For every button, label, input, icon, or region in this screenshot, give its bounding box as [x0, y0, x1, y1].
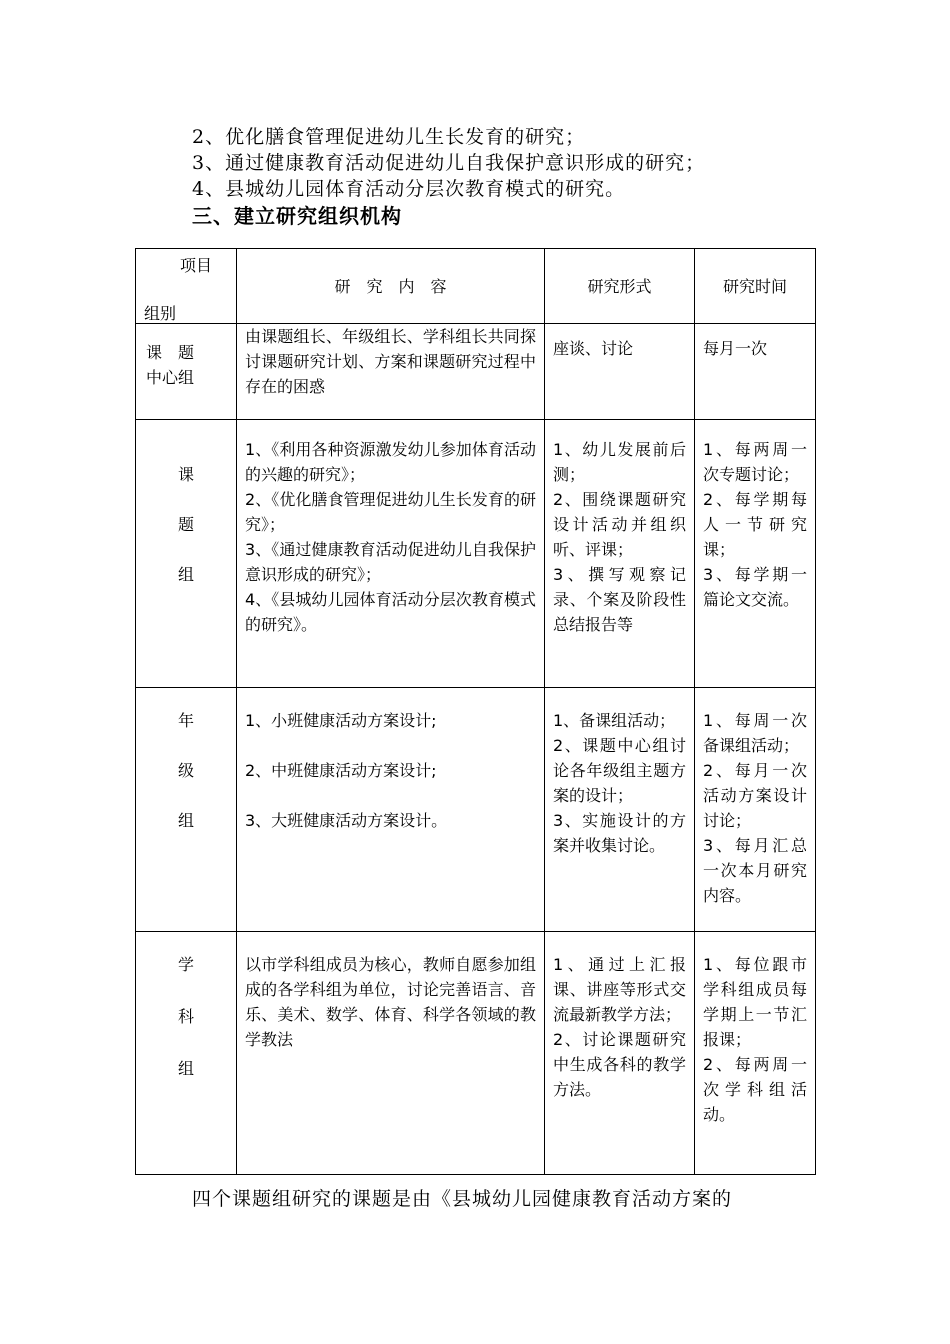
header-time: 研究时间 — [695, 249, 816, 324]
time-cell: 1、每两周一次专题讨论； 2、每学期每人一节研究课； 3、每学期一篇论文交流。 — [695, 420, 816, 688]
intro-line-2: 2、优化膳食管理促进幼儿生长发育的研究； — [192, 126, 586, 148]
group-line: 题 — [177, 515, 194, 534]
table-row — [136, 932, 816, 1175]
content-cell: 以市学科组成员为核心，教师自愿参加组成的各学科组为单位，讨论完善语言、音乐、美术、数学、体育、科学各领域的教学教法 — [237, 932, 545, 1175]
table-row — [136, 324, 816, 420]
group-line: 年 — [177, 711, 194, 730]
table-row — [136, 420, 816, 688]
research-organization-table — [135, 248, 816, 1175]
section-heading: 三、建立研究组织机构 — [192, 204, 402, 228]
group-line: 组 — [177, 811, 194, 830]
corner-top-label: 项目 — [180, 256, 213, 275]
group-line: 课 — [177, 465, 194, 484]
form-cell: 1、通过上汇报课、讲座等形式交流最新教学方法； 2、讨论课题研究中生成各科的教学方法。 — [545, 932, 695, 1175]
content-cell: 1、《利用各种资源激发幼儿参加体育活动的兴趣的研究》； 2、《优化膳食管理促进幼儿生长发育的研究》； 3、《通过健康教育活动促进幼儿自我保护意识形成的研究》； 4、《县城幼儿园体育活动分层次教育模式的研究》。 — [237, 420, 545, 688]
group-line: 科 — [177, 1007, 194, 1026]
group-line: 级 — [177, 761, 194, 780]
table-row — [136, 688, 816, 932]
time-cell: 1、每周一次备课组活动； 2、每月一次活动方案设计讨论； 3、每月汇总一次本月研究内容。 — [695, 688, 816, 932]
group-line: 组 — [177, 565, 194, 584]
form-cell: 座谈、讨论 — [545, 324, 695, 420]
group-cell — [136, 688, 237, 932]
group-cell — [136, 420, 237, 688]
time-cell: 1、每位跟市学科组成员每学期上一节汇报课； 2、每两周一次学科组活动。 — [695, 932, 816, 1175]
group-line: 中心组 — [146, 368, 195, 387]
footer-paragraph-line: 四个课题组研究的课题是由《县城幼儿园健康教育活动方案的 — [192, 1188, 733, 1210]
group-line: 课 题 — [146, 343, 195, 362]
corner-header-cell — [136, 249, 237, 324]
group-line: 组 — [177, 1059, 194, 1078]
group-line: 学 — [177, 955, 194, 974]
header-content: 研 究 内 容 — [237, 249, 545, 324]
header-form: 研究形式 — [545, 249, 695, 324]
group-cell — [136, 324, 237, 420]
group-cell — [136, 932, 237, 1175]
content-cell: 1、小班健康活动方案设计; 2、中班健康活动方案设计; 3、大班健康活动方案设计。 — [237, 688, 545, 932]
form-cell: 1、幼儿发展前后测； 2、围绕课题研究设计活动并组织听、评课； 3、撰写观察记录、个案及阶段性总结报告等 — [545, 420, 695, 688]
table-header-row — [136, 249, 816, 324]
form-cell: 1、备课组活动； 2、课题中心组讨论各年级组主题方案的设计； 3、实施设计的方案并收集讨论。 — [545, 688, 695, 932]
content-cell: 由课题组长、年级组长、学科组长共同探讨课题研究计划、方案和课题研究过程中存在的困惑 — [237, 324, 545, 420]
intro-line-3: 3、通过健康教育活动促进幼儿自我保护意识形成的研究； — [192, 152, 706, 174]
corner-bottom-label: 组别 — [144, 304, 177, 323]
intro-line-4: 4、县城幼儿园体育活动分层次教育模式的研究。 — [192, 178, 626, 200]
time-cell: 每月一次 — [695, 324, 816, 420]
